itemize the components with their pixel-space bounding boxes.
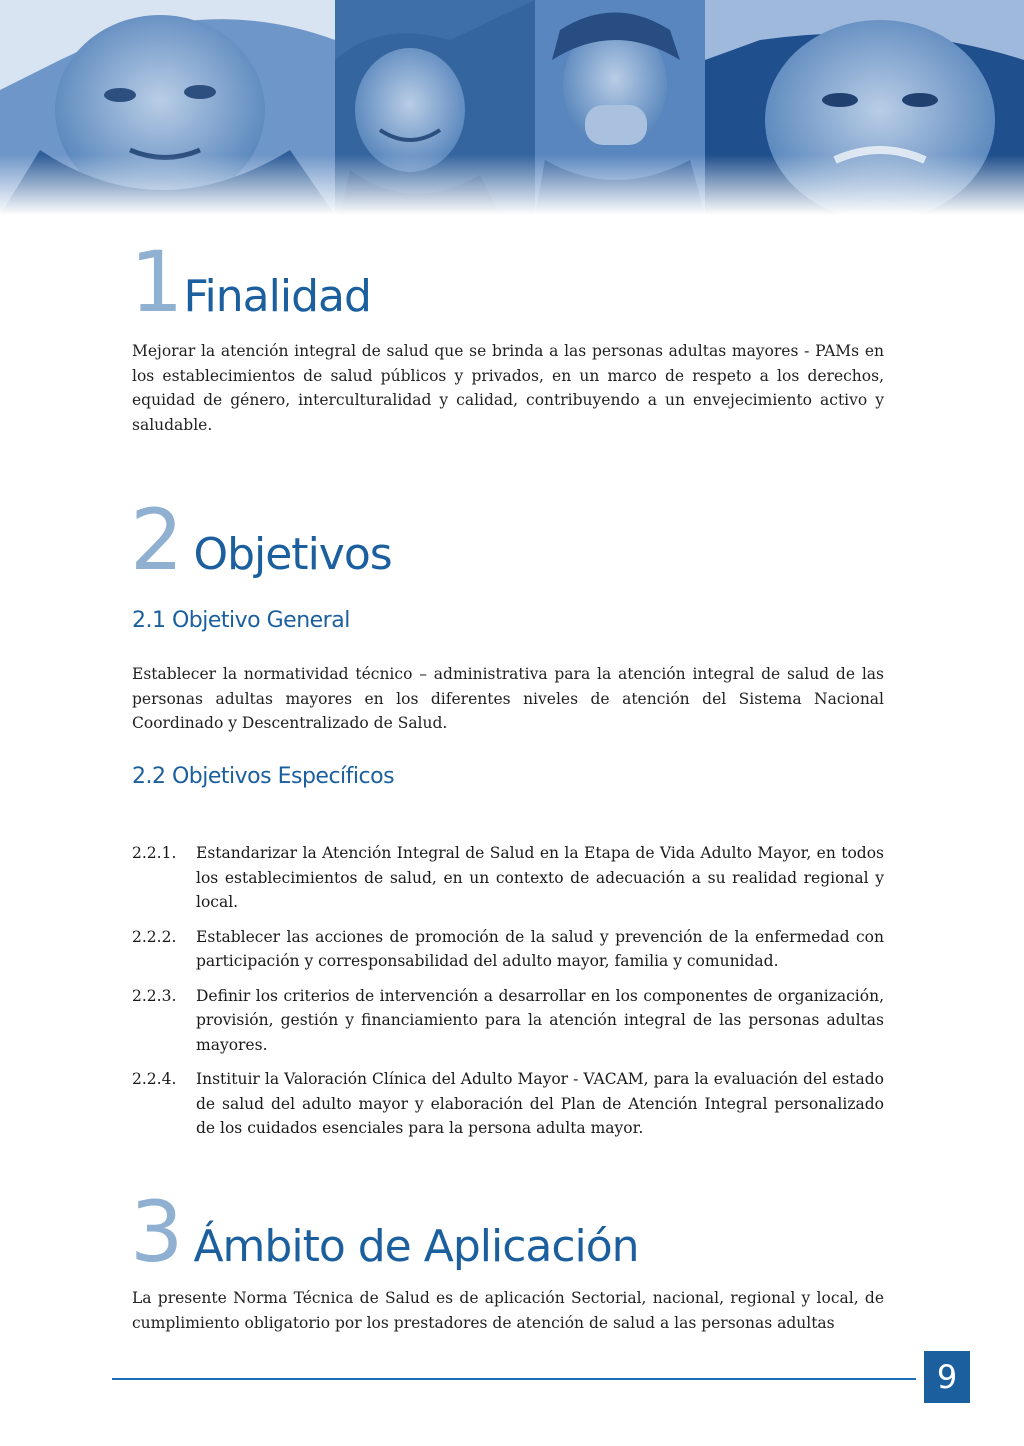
list-item-number: 2.2.4. <box>132 1070 177 1088</box>
section-2-heading <box>130 491 392 589</box>
list-item-number: 2.2.2. <box>132 927 177 946</box>
specific-objectives-heading: 2.2 Objetivos Específicos <box>132 764 395 789</box>
general-objective-heading: 2.1 Objetivo General <box>132 608 350 633</box>
list-item-text: Establecer las acciones de promoción de la salud y prevención de la enfermedad con participación y corresponsabilidad del adulto mayor, familia y comunidad. <box>196 927 884 970</box>
section-2-title: Objetivos <box>193 529 392 580</box>
section-3-title: Ámbito de Aplicación <box>193 1221 639 1272</box>
list-item-text: Estandarizar la Atención Integral de Salud en la Etapa de Vida Adulto Mayor, en todos los establecimientos de salud, en un contexto de adecuación a su realidad regional y local. <box>196 844 884 911</box>
section-3-heading <box>130 1183 639 1281</box>
header-photo-banner <box>0 0 1024 215</box>
page-number: 9 <box>924 1351 970 1403</box>
list-item-number: 2.2.1. <box>132 844 177 862</box>
list-item-text: Instituir la Valoración Clínica del Adulto Mayor - VACAM, para la evaluación del estado de salud del adulto mayor y elaboración del Plan de Atención Integral personalizado de los cuidados esenciales para la persona adulta mayor. <box>196 1070 884 1137</box>
list-item <box>132 925 884 974</box>
section-1-paragraph: Mejorar la atención integral de salud que se brinda a las personas adultas mayores - PAMs en los establecimientos de salud públicos y privados, en un marco de respeto a los derechos, equidad de género, interculturalidad y calidad, contribuyendo a un envejecimiento activo y saludable. <box>132 342 884 434</box>
section-1-title: Finalidad <box>183 271 371 322</box>
section-3-paragraph: La presente Norma Técnica de Salud es de aplicación Sectorial, nacional, regional y local, de cumplimiento obligatorio por los prestadores de atención de salud a las personas adultas <box>132 1289 884 1332</box>
list-item-number: 2.2.3. <box>132 986 177 1005</box>
footer-divider <box>112 1378 916 1380</box>
specific-objectives-list <box>132 841 884 1151</box>
elderly-people-photo-icon <box>0 0 1024 215</box>
list-item <box>132 841 884 915</box>
list-item-text: Definir los criterios de intervención a desarrollar en los componentes de organización, provisión, gestión y financiamiento para la atención integral de las personas adultas mayores. <box>196 986 884 1054</box>
section-2-number: 2 <box>130 491 180 589</box>
section-3-number: 3 <box>130 1183 180 1281</box>
list-item <box>132 984 884 1058</box>
general-objective-paragraph: Establecer la normatividad técnico – administrativa para la atención integral de salud de las personas adultas mayores en los diferentes niveles de atención del Sistema Nacional Coordinado y Descentralizado de Salud. <box>132 665 884 732</box>
list-item <box>132 1067 884 1141</box>
section-1-number: 1 <box>130 233 180 331</box>
section-1-heading <box>130 233 371 331</box>
